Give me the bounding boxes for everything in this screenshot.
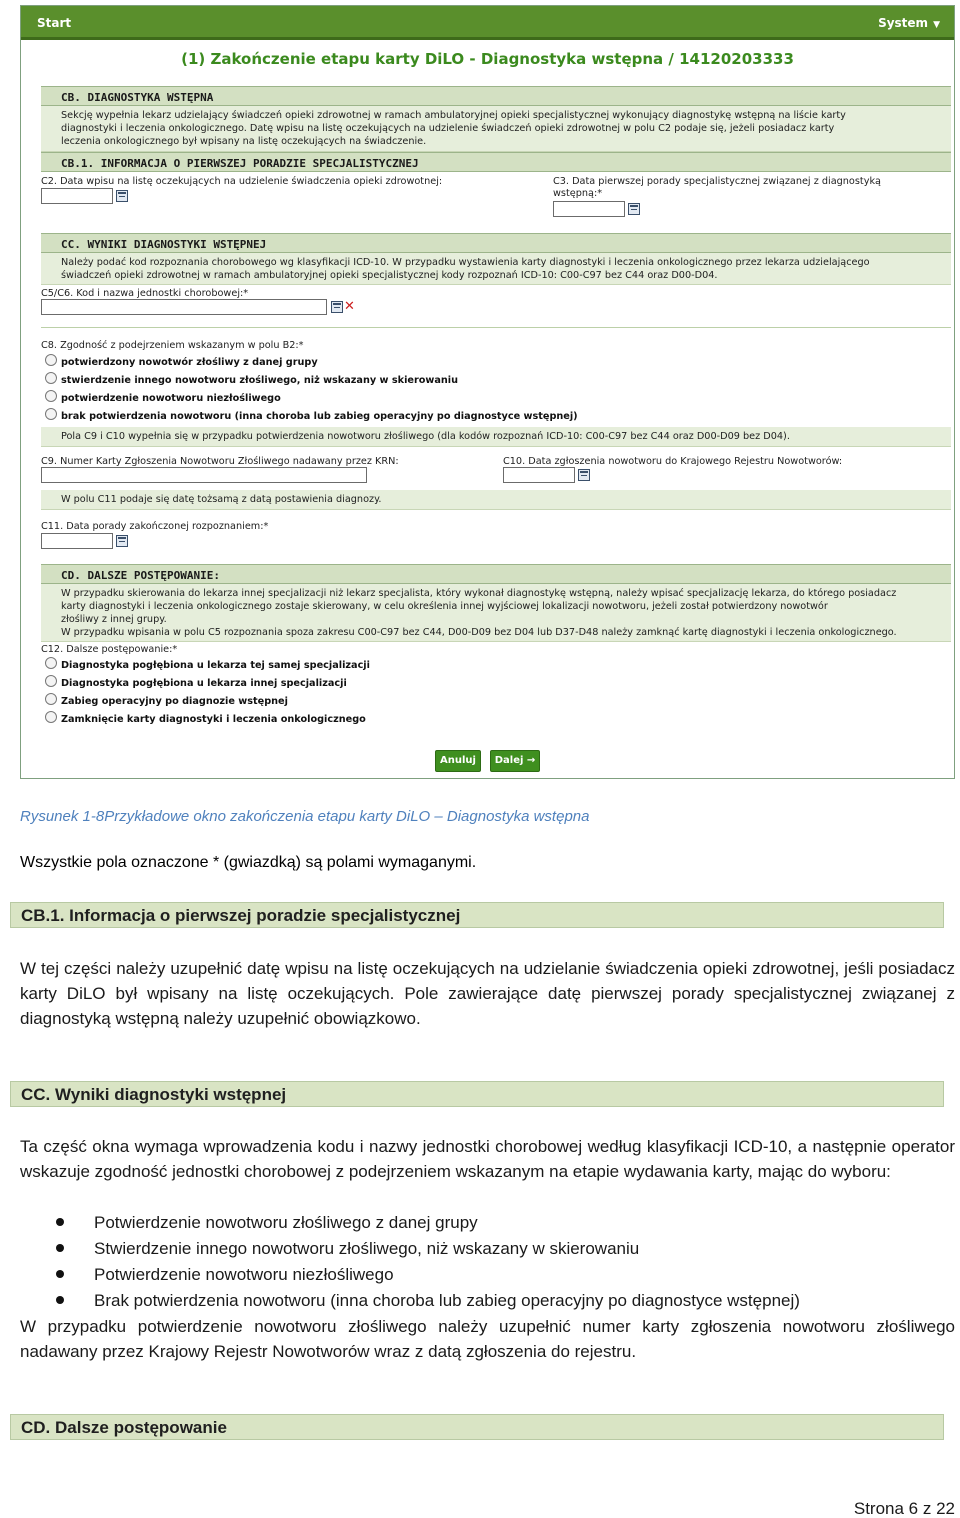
section-cc-note [41, 253, 951, 285]
note-line: złośliwy z innej grupy. [61, 614, 167, 625]
c12-option-2: Diagnostyka pogłębiona u lekarza innej specjalizacji [61, 678, 347, 689]
c12-label: C12. Dalsze postępowanie:* [41, 644, 178, 655]
window-title: (1) Zakończenie etapu karty DiLO - Diagnostyka wstępna / 14120203333 [181, 50, 794, 68]
calendar-icon[interactable] [578, 469, 590, 481]
c8-radio-4[interactable] [45, 408, 57, 420]
note-line: świadczeń opieki zdrowotnej w ramach ambulatoryjnej opieki specjalistycznej kody rozpoznań ICD-10: C00-C97 bez C44 oraz D00-D04. [61, 270, 718, 281]
note-line: diagnostyki i leczenia onkologicznego. Datę wpisu na listę oczekujących na udzielenie świadczeń opieki zdrowotnej w polu C2 podaje się, jeżeli posiadacz karty [61, 123, 835, 134]
c8-option-3: potwierdzenie nowotworu niezłośliwego [61, 393, 281, 404]
c11-label: C11. Data porady zakończonej rozpoznaniem:* [41, 521, 269, 532]
list-item: Stwierdzenie innego nowotworu złośliwego, niż wskazany w skierowaniu [94, 1239, 640, 1258]
top-bar [21, 6, 954, 40]
c3-date-input[interactable] [553, 201, 625, 217]
section-cd-note [41, 584, 951, 642]
c2-date-input[interactable] [41, 188, 113, 204]
cd-heading: CD. Dalsze postępowanie [10, 1414, 944, 1440]
chevron-down-icon: ▼ [933, 20, 940, 30]
c10-date-input[interactable] [503, 467, 575, 483]
system-label: System [878, 16, 929, 30]
cc-heading: CC. Wyniki diagnostyki wstępnej [10, 1081, 944, 1107]
c12-radio-2[interactable] [45, 675, 57, 687]
cb1-paragraph: W tej części należy uzupełnić datę wpisu na listę oczekujących na udzielanie świadczenia opieki zdrowotnej, jeśli posiadacz karty DiLO był wpisany na listę oczekujących. Pole zawierające datę pierwszej porady specjalistycznej związanej z diagnostyką wstępną należy uzupełnić obowiązkowo. [20, 959, 955, 1028]
section-cb-note [41, 106, 951, 152]
c12-option-3: Zabieg operacyjny po diagnozie wstępnej [61, 696, 288, 707]
cc-paragraph: Ta część okna wymaga wprowadzenia kodu i nazwy jednostki chorobowej według klasyfikacji ICD-10, a następnie operator wskazuje zgodność jednostki chorobowej z podejrzeniem wskazanym na etapie wydawania karty, mając do wyboru: [20, 1137, 955, 1181]
c8-option-4: brak potwierdzenia nowotworu (inna choroba lub zabieg operacyjny po diagnostyce wstępnej) [61, 411, 578, 422]
cancel-button[interactable]: Anuluj [435, 750, 481, 772]
list-item: Potwierdzenie nowotworu złośliwego z danej grupy [94, 1213, 478, 1232]
c2-label: C2. Data wpisu na listę oczekujących na udzielenie świadczenia opieki zdrowotnej: [41, 176, 443, 187]
note-line: karty diagnostyki i leczenia onkologicznego zostaje skierowany, w celu określenia innej wyjściowej lokalizacji nowotworu, jeżeli został potwierdzony nowotwór [61, 601, 828, 612]
note-line: Sekcję wypełnia lekarz udzielający świadczeń opieki zdrowotnej w ramach ambulatoryjnej opieki specjalistycznej wykonujący diagnostykę wstępną na liście karty [61, 110, 846, 121]
c5c6-code-input[interactable] [41, 299, 327, 315]
dilo-window [20, 5, 955, 779]
c8-option-1: potwierdzony nowotwór złośliwy z danej grupy [61, 357, 318, 368]
c9c10-note: Pola C9 i C10 wypełnia się w przypadku potwierdzenia nowotworu złośliwego (dla kodów rozpoznań ICD-10: C00-C97 bez C44 oraz D00-D09 bez D04). [41, 427, 951, 447]
note-line: Należy podać kod rozpoznania chorobowego wg klasyfikacji ICD-10. W przypadku wystawienia karty diagnostyki i leczenia onkologicznego przez lekarza udzielającego [61, 257, 870, 268]
c9-number-input[interactable] [41, 467, 367, 483]
calendar-icon[interactable] [116, 190, 128, 202]
c3-label-line1: C3. Data pierwszej porady specjalistycznej związanej z diagnostyką [553, 176, 881, 187]
calendar-icon[interactable] [628, 203, 640, 215]
c12-option-4: Zamknięcie karty diagnostyki i leczenia onkologicznego [61, 714, 366, 725]
c11-date-input[interactable] [41, 533, 113, 549]
bullet-icon [56, 1270, 64, 1278]
c10-label: C10. Data zgłoszenia nowotworu do Krajowego Rejestru Nowotworów: [503, 456, 843, 467]
bullet-icon [56, 1296, 64, 1304]
next-button[interactable]: Dalej → [490, 750, 540, 772]
section-cb-header: CB. DIAGNOSTYKA WSTĘPNA [41, 86, 951, 106]
cc-after-paragraph: W przypadku potwierdzenie nowotworu złośliwego należy uzupełnić numer karty zgłoszenia nowotworu złośliwego nadawany przez Krajowy Rejestr Nowotworów wraz z datą zgłoszenia do rejestru. [20, 1317, 955, 1361]
required-note: Wszystkie pola oznaczone * (gwiazdką) są polami wymaganymi. [20, 854, 477, 871]
c12-radio-4[interactable] [45, 711, 57, 723]
c12-radio-1[interactable] [45, 657, 57, 669]
bullet-icon [56, 1218, 64, 1226]
c12-radio-3[interactable] [45, 693, 57, 705]
cb1-heading: CB.1. Informacja o pierwszej poradzie specjalistycznej [10, 902, 944, 928]
system-menu[interactable] [878, 16, 940, 30]
c9-label: C9. Numer Karty Zgłoszenia Nowotworu Złośliwego nadawany przez KRN: [41, 456, 399, 467]
note-line: W przypadku skierowania do lekarza innej specjalizacji niż lekarz specjalista, który wykonał diagnostykę wstępną, należy wpisać specjalizację lekarza, do którego posiadacz [61, 588, 897, 599]
calendar-icon[interactable] [116, 535, 128, 547]
c3-label-line2: wstępną:* [553, 188, 603, 199]
c8-radio-1[interactable] [45, 354, 57, 366]
c8-option-2: stwierdzenie innego nowotworu złośliwego, niż wskazany w skierowaniu [61, 375, 459, 386]
c8-label: C8. Zgodność z podejrzeniem wskazanym w polu B2:* [41, 340, 304, 351]
c8-radio-2[interactable] [45, 372, 57, 384]
c5c6-label: C5/C6. Kod i nazwa jednostki chorobowej:* [41, 288, 249, 299]
section-cc-header: CC. WYNIKI DIAGNOSTYKI WSTĘPNEJ [41, 233, 951, 253]
start-menu[interactable]: Start [37, 16, 72, 30]
c11-note: W polu C11 podaje się datę tożsamą z datą postawienia diagnozy. [41, 490, 951, 510]
clear-icon[interactable]: ✕ [344, 299, 355, 314]
c12-option-1: Diagnostyka pogłębiona u lekarza tej samej specjalizacji [61, 660, 370, 671]
divider [41, 327, 951, 328]
note-line: W przypadku wpisania w polu C5 rozpoznania spoza zakresu C00-C97 bez C44, D00-D09 bez D04 lub D37-D48 należy zamknąć kartę diagnostyki i leczenia onkologicznego. [61, 627, 897, 638]
section-cd-header: CD. DALSZE POSTĘPOWANIE: [41, 564, 951, 584]
list-item: Potwierdzenie nowotworu niezłośliwego [94, 1265, 394, 1284]
figure-caption: Rysunek 1-8Przykładowe okno zakończenia etapu karty DiLO – Diagnostyka wstępna [20, 808, 590, 825]
list-item: Brak potwierdzenia nowotworu (inna choroba lub zabieg operacyjny po diagnostyce wstępnej) [94, 1291, 800, 1310]
section-cb1-header: CB.1. INFORMACJA O PIERWSZEJ PORADZIE SPECJALISTYCZNEJ [41, 152, 951, 172]
c8-radio-3[interactable] [45, 390, 57, 402]
page-number: Strona 6 z 22 [853, 1499, 955, 1518]
note-line: leczenia onkologicznego był wpisany na listę oczekujących na świadczenie. [61, 136, 427, 147]
list-icon[interactable] [331, 301, 343, 313]
bullet-icon [56, 1244, 64, 1252]
